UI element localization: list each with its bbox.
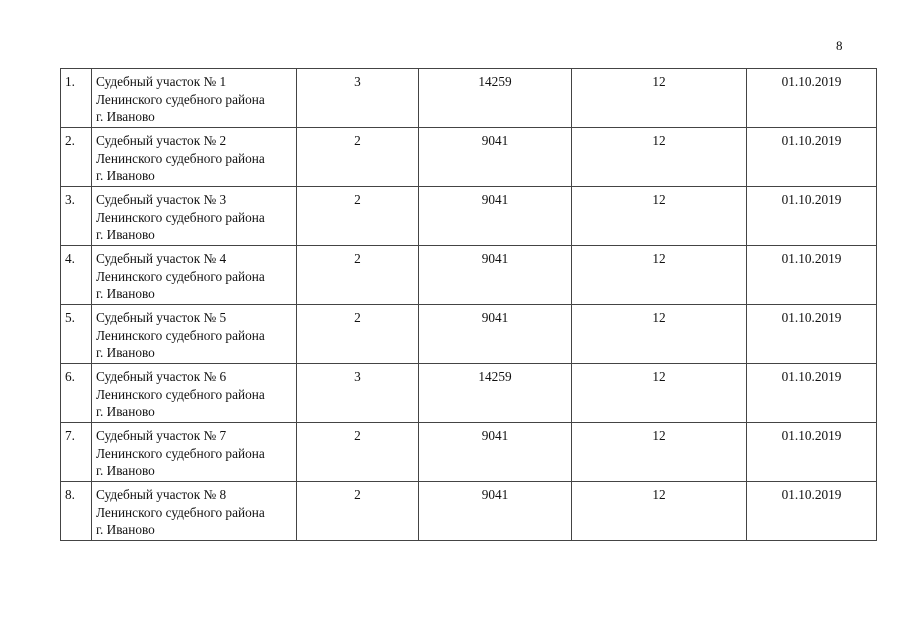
row-number: 1. (61, 69, 92, 128)
row-number: 4. (61, 246, 92, 305)
table-cell: 9041 (419, 128, 572, 187)
table-cell: 3 (297, 69, 419, 128)
table-cell: 12 (572, 128, 747, 187)
table-cell: 12 (572, 305, 747, 364)
date-cell: 01.10.2019 (747, 128, 877, 187)
row-number: 2. (61, 128, 92, 187)
section-name-line: Судебный участок № 3 (96, 192, 227, 207)
table-cell: 2 (297, 246, 419, 305)
table-cell: 12 (572, 482, 747, 541)
table-row (61, 305, 877, 364)
table-cell: 2 (297, 128, 419, 187)
section-name (92, 69, 297, 128)
table-row (61, 482, 877, 541)
page-number: 8 (836, 38, 843, 53)
section-name-line: Ленинского судебного района (96, 268, 265, 284)
section-name-line: Ленинского судебного района (96, 386, 265, 402)
section-name-line: г. Иваново (96, 404, 155, 419)
date-cell: 01.10.2019 (747, 246, 877, 305)
table-row (61, 128, 877, 187)
section-name (92, 482, 297, 541)
section-name-line: Ленинского судебного района (96, 445, 265, 461)
table-cell: 12 (572, 69, 747, 128)
table-cell: 2 (297, 187, 419, 246)
date-cell: 01.10.2019 (747, 69, 877, 128)
table-row (61, 69, 877, 128)
table-cell: 9041 (419, 187, 572, 246)
table-cell: 9041 (419, 246, 572, 305)
section-name-line: Судебный участок № 5 (96, 310, 227, 325)
date-cell: 01.10.2019 (747, 423, 877, 482)
date-cell: 01.10.2019 (747, 187, 877, 246)
section-name (92, 364, 297, 423)
section-name-line: г. Иваново (96, 109, 155, 124)
table-cell: 12 (572, 423, 747, 482)
table-row (61, 187, 877, 246)
row-number: 5. (61, 305, 92, 364)
section-name-line: Судебный участок № 7 (96, 428, 227, 443)
row-number: 3. (61, 187, 92, 246)
table-cell: 12 (572, 187, 747, 246)
table-cell: 9041 (419, 482, 572, 541)
section-name (92, 187, 297, 246)
table-row (61, 423, 877, 482)
section-name-line: г. Иваново (96, 168, 155, 183)
section-name-line: Судебный участок № 4 (96, 251, 227, 266)
row-number: 7. (61, 423, 92, 482)
section-name (92, 246, 297, 305)
row-number: 8. (61, 482, 92, 541)
date-cell: 01.10.2019 (747, 364, 877, 423)
table-cell: 12 (572, 246, 747, 305)
row-number: 6. (61, 364, 92, 423)
section-name (92, 128, 297, 187)
section-name-line: г. Иваново (96, 522, 155, 537)
section-name-line: Ленинского судебного района (96, 504, 265, 520)
table-cell: 2 (297, 305, 419, 364)
court-sections-table (60, 68, 877, 541)
table-row (61, 364, 877, 423)
section-name-line: Судебный участок № 2 (96, 133, 227, 148)
table-cell: 2 (297, 423, 419, 482)
table-cell: 9041 (419, 305, 572, 364)
table-cell: 3 (297, 364, 419, 423)
table-cell: 14259 (419, 69, 572, 128)
section-name-line: Ленинского судебного района (96, 327, 265, 343)
table-cell: 14259 (419, 364, 572, 423)
table-cell: 9041 (419, 423, 572, 482)
section-name-line: г. Иваново (96, 463, 155, 478)
table-body (61, 69, 877, 541)
section-name-line: Судебный участок № 1 (96, 74, 227, 89)
section-name-line: Ленинского судебного района (96, 150, 265, 166)
section-name-line: Судебный участок № 6 (96, 369, 227, 384)
table-cell: 12 (572, 364, 747, 423)
date-cell: 01.10.2019 (747, 305, 877, 364)
table-cell: 2 (297, 482, 419, 541)
section-name-line: Ленинского судебного района (96, 91, 265, 107)
section-name-line: Судебный участок № 8 (96, 487, 227, 502)
section-name (92, 423, 297, 482)
section-name (92, 305, 297, 364)
section-name-line: г. Иваново (96, 345, 155, 360)
section-name-line: Ленинского судебного района (96, 209, 265, 225)
section-name-line: г. Иваново (96, 286, 155, 301)
section-name-line: г. Иваново (96, 227, 155, 242)
date-cell: 01.10.2019 (747, 482, 877, 541)
table-row (61, 246, 877, 305)
